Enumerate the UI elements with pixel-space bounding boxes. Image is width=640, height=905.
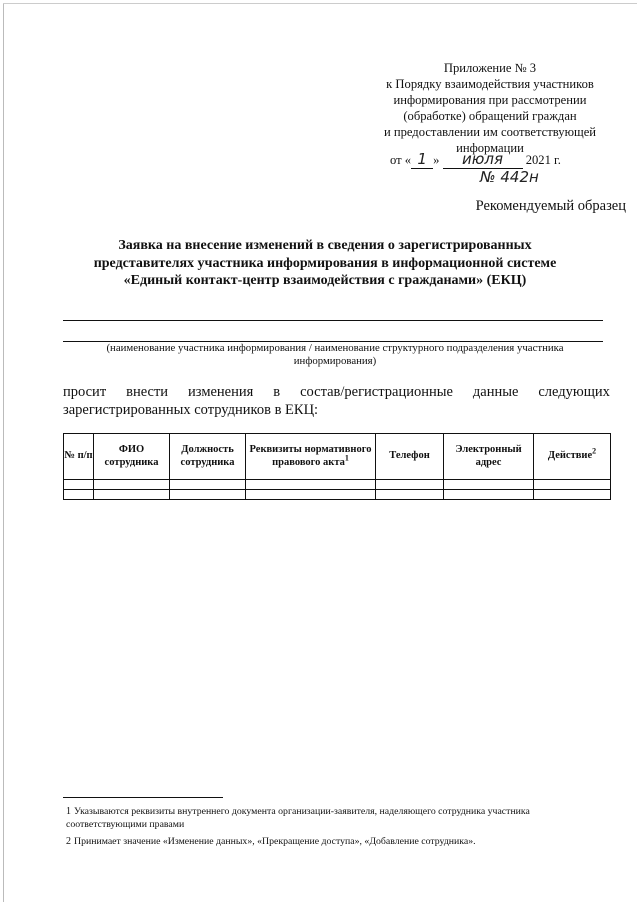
appendix-line: информации [456,141,524,155]
request-text [63,383,610,419]
appendix-header [360,60,620,156]
request-line-2: зарегистрированных сотрудников в ЕКЦ: [63,402,319,418]
table-cell [64,480,94,490]
table-cell [534,480,611,490]
participant-name-line [63,320,603,321]
table-cell [376,490,444,500]
title-line: Заявка на внесение изменений в сведения о зарегистрированных [118,238,532,253]
date-month-field [443,150,523,169]
table-row [64,490,611,500]
date-day: 1 [417,150,427,168]
appendix-line: к Порядку взаимодействия участников [386,77,594,91]
table-cell [170,480,246,490]
table-cell [246,490,376,500]
footnote-text: Указываются реквизиты внутреннего документа организации-заявителя, наделяющего сотрудника участника соответствующими правами [66,806,530,830]
sample-label: Рекомендуемый образец [475,198,626,214]
title-line: «Единый контакт-центр взаимодействия с гражданами» (ЕКЦ) [123,273,527,288]
participant-caption: (наименование участника информирования / наименование структурного подразделения участника информирования) [106,342,564,367]
appendix-line: информирования при рассмотрении [393,93,587,107]
footnote-ref-2: 2 [592,446,597,456]
footnote-1 [66,806,610,831]
col-number [64,434,94,480]
footnotes [66,806,610,854]
col-phone [376,434,444,480]
request-word: внести [126,384,169,400]
col-email [444,434,534,480]
table-cell [376,480,444,490]
table-cell [94,490,170,500]
scan-edge-left [3,3,4,902]
col-position-label: Должность сотрудника [180,444,235,468]
appendix-line: (обработке) обращений граждан [403,109,577,123]
appendix-date [390,150,630,169]
table-header-row [64,434,611,480]
footnote-mark: 1 [66,806,71,817]
date-mid: » [433,153,440,167]
order-number: № 442н [480,168,539,186]
employees-table [63,433,611,500]
request-word: в [273,384,281,400]
request-line-1 [63,383,610,401]
table-cell [246,480,376,490]
table-cell [534,490,611,500]
col-number-label: № п/п [64,450,93,462]
appendix-line: и предоставлении им соответствующей [383,125,597,139]
col-action [534,434,611,480]
request-word: изменения [188,384,254,400]
title-line: представителях участника информирования в информационной системе [93,255,557,271]
col-legal-act [246,434,376,480]
date-month: июля [462,150,504,168]
footnote-mark: 2 [66,836,71,847]
col-email-label: Электронный адрес [455,444,522,468]
date-day-field [411,150,433,169]
footnote-separator [63,797,223,798]
date-prefix: от « [390,153,412,167]
col-full-name [94,434,170,480]
footnote-text: Принимает значение «Изменение данных», «Прекращение доступа», «Добавление сотрудника». [74,836,476,847]
request-word: следующих [538,384,610,400]
request-word: просит [63,384,107,400]
request-word: состав/регистрационные [300,384,453,400]
table-cell [444,480,534,490]
col-phone-label: Телефон [389,450,430,462]
scan-edge-top [3,3,637,4]
table-cell [94,480,170,490]
document-title [60,237,590,290]
date-year: 2021 г. [525,153,561,167]
col-action-label: Действие [547,450,593,462]
table-cell [64,490,94,500]
footnote-ref-1: 1 [344,453,349,462]
table-cell [170,490,246,500]
appendix-line: Приложение № 3 [443,61,537,75]
footnote-2 [66,836,610,849]
col-legal-act-label: Реквизиты нормативного правового акта [249,444,372,468]
table-row [64,480,611,490]
col-full-name-label: ФИО сотрудника [104,444,159,468]
col-position [170,434,246,480]
request-word: данные [472,384,519,400]
table-cell [444,490,534,500]
